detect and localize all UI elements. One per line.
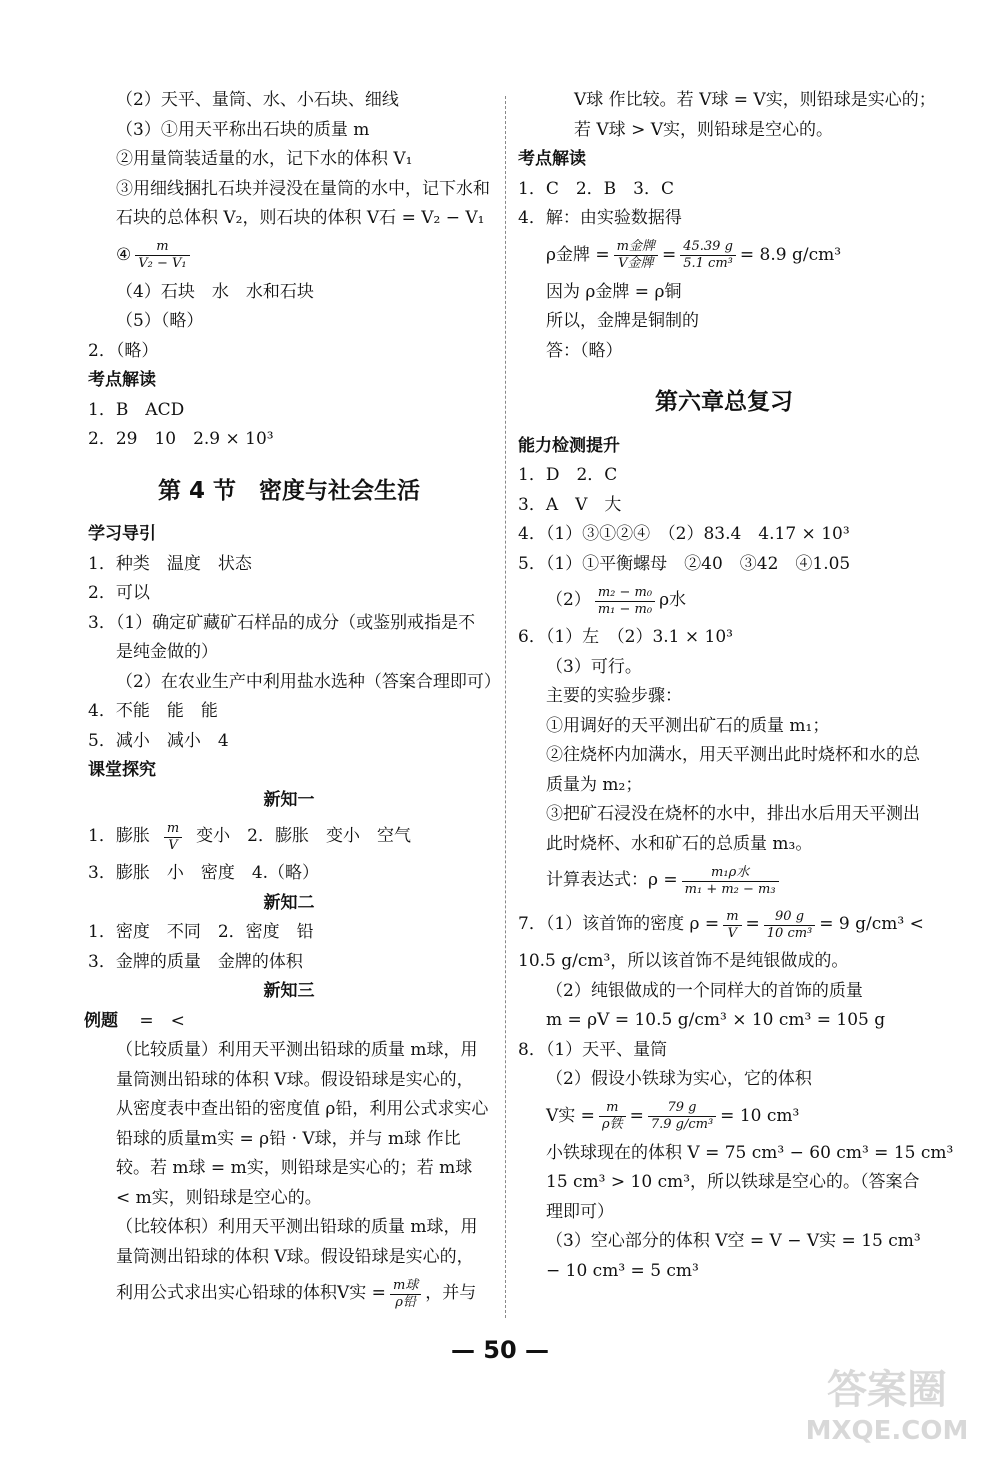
formula-line (518, 1095, 930, 1139)
text-line: 3．A V 大 (518, 494, 622, 515)
text-fragment: ，并与 (425, 1283, 477, 1304)
watermark-bottom: MXQE.COM (805, 1416, 969, 1446)
text-line: 主要的实验步骤： (546, 686, 682, 706)
subsection-heading: 新知三 (263, 981, 315, 1001)
text-line: （2）天平、量筒、水、小石块、细线 (116, 90, 399, 110)
text-line: 4．解：由实验数据得 (518, 208, 682, 228)
text-line: 1．D 2．C (518, 465, 618, 485)
fraction (164, 821, 182, 854)
fraction (680, 239, 736, 272)
paragraph: （3）空心部分的体积 V空 = V − V实 = 15 cm³ − 10 cm³ = 5 cm³ (546, 1231, 921, 1281)
formula-line (518, 859, 930, 903)
text-fragment: ρ水 (659, 590, 687, 611)
section-title: 第 4 节 密度与社会生活 (157, 477, 421, 504)
denominator: 10 cm³ (766, 925, 813, 941)
paragraph: 15 cm³ > 10 cm³，所以铁球是空心的。（答案合理即可） (546, 1172, 920, 1222)
text-line: 1．C 2．B 3．C (518, 178, 674, 199)
numerator: 90 g (764, 909, 816, 926)
text-line: 6．（1）左 （2）3.1 × 10³ (518, 627, 733, 647)
text-fragment: = < (139, 1010, 185, 1031)
text-line: 4．不能 能 能 (88, 701, 218, 721)
text-line: 2．（略） (88, 340, 159, 361)
formula-line (88, 1272, 490, 1316)
text-fragment: 7．（1）该首饰的密度 ρ = (518, 914, 720, 935)
page-number: — 50 — (450, 1336, 550, 1364)
text-line: 3．（1）确定矿藏矿石样品的成分（或鉴别戒指是不是纯金做的） (88, 612, 476, 662)
text-fragment: 计算表达式：ρ = (546, 870, 678, 891)
text-fragment: ④ (116, 244, 132, 265)
fraction (599, 1100, 626, 1133)
fraction (595, 585, 655, 618)
paragraph: ③把矿石浸没在烧杯的水中，排出水后用天平测出此时烧杯、水和矿石的总质量 m₃。 (546, 804, 920, 854)
text-fragment: V实 = (546, 1105, 595, 1126)
text-line: 3．膨胀 小 密度 4.（略） (88, 863, 320, 883)
formula-line (88, 234, 490, 278)
text-fragment: 利用公式求出实心铅球的体积V实 = (116, 1283, 386, 1304)
text-line: （3）①用天平称出石块的质量 m (116, 119, 370, 140)
text-fragment: ρ金牌 = (546, 244, 610, 265)
numerator: m (164, 821, 182, 838)
text-line: 3．金牌的质量 金牌的体积 (88, 951, 303, 972)
fraction (390, 1278, 421, 1311)
text-fragment: = 8.9 g/cm³ (739, 244, 842, 265)
column-divider (505, 96, 506, 1318)
numerator: m₁ρ水 (682, 865, 779, 882)
denominator: 7.9 g/cm³ (650, 1117, 714, 1132)
text-line: m = ρV = 10.5 g/cm³ × 10 cm³ = 105 g (546, 1010, 886, 1030)
fraction (764, 909, 816, 942)
text-line: 若 V球 > V实，则铅球是空心的。 (574, 119, 834, 140)
text-line: 5．减小 减小 4 (88, 730, 229, 751)
subsection-heading: 新知二 (263, 892, 315, 913)
text-fragment: = 10 cm³ (720, 1105, 800, 1126)
numerator: 45.39 g (680, 239, 736, 256)
denominator: 5.1 cm³ (683, 256, 733, 271)
paragraph: ②往烧杯内加满水，用天平测出此时烧杯和水的总质量为 m₂； (546, 745, 920, 795)
text-line: ②用量筒装适量的水，记下水的体积 V₁ (116, 149, 413, 169)
fraction (648, 1100, 716, 1133)
numerator: m (599, 1100, 626, 1117)
denominator: V₂ − V₁ (138, 256, 187, 271)
denominator: ρ铁 (601, 1117, 623, 1132)
example-label: 例题 (84, 1010, 118, 1031)
fraction (135, 239, 189, 272)
text-line: 1．密度 不同 2．密度 铅 (88, 922, 314, 942)
watermark-top: 答案圈 (827, 1367, 947, 1413)
text-fragment: = (661, 244, 677, 265)
formula-line (518, 903, 930, 947)
text-fragment: = (629, 1105, 644, 1126)
subsection-heading: 新知一 (263, 789, 315, 810)
numerator: m₂ − m₀ (595, 585, 655, 602)
formula-line (88, 815, 490, 859)
text-line: （2）在农业生产中利用盐水选种（答案合理即可） (116, 671, 501, 692)
text-line: （2）纯银做成的一个同样大的首饰的质量 (546, 980, 863, 1001)
numerator: m金牌 (614, 239, 658, 256)
denominator: V (168, 837, 178, 853)
text-line: ①用调好的天平测出矿石的质量 m₁； (546, 715, 830, 736)
text-line: （2）假设小铁球为实心，它的体积 (546, 1069, 812, 1089)
numerator: m (723, 909, 741, 926)
text-line: 10.5 g/cm³，所以该首饰不是纯银做成的。 (518, 951, 849, 971)
paragraph: （比较体积）利用天平测出铅球的质量 m球，用量筒测出铅球的体积 V球。假设铅球是实心的， (116, 1217, 478, 1267)
section-heading: 学习导引 (88, 524, 156, 544)
text-line: （4）石块 水 水和石块 (116, 281, 314, 302)
text-fragment: = 9 g/cm³ < (819, 914, 924, 935)
denominator: m₁ − m₀ (597, 601, 653, 617)
formula-line (518, 579, 930, 623)
text-line: 答：（略） (546, 340, 623, 361)
text-line: 因为 ρ金牌 = ρ铜 (546, 281, 682, 302)
text-line: 5．（1）①平衡螺母 ②40 ③42 ④1.05 (518, 553, 851, 574)
text-fragment: 1．膨胀 (88, 826, 150, 847)
numerator: m (135, 239, 189, 256)
right-column (518, 86, 954, 1286)
numerator: m球 (390, 1278, 421, 1295)
numerator: 79 g (648, 1100, 716, 1117)
example-line (84, 1007, 490, 1037)
fraction (682, 865, 779, 898)
fraction (614, 239, 658, 272)
section-heading: 课堂探究 (88, 760, 156, 780)
paragraph: （比较质量）利用天平测出铅球的质量 m球，用量筒测出铅球的体积 V球。假设铅球是实心的，从密度表中查出铅的密度值 ρ铅，利用公式求实心铅球的质量m实 = ρ铅 · V球，并与 m球 作比较。若 m球 = m实，则铅球是实心的；若 m球 < m实，则铅球是空心的。 (116, 1040, 489, 1208)
text-fragment: （2） (546, 590, 591, 611)
text-line: 1．种类 温度 状态 (88, 553, 252, 574)
text-line: ③用细线捆扎石块并浸没在量筒的水中，记下水和石块的总体积 V₂，则石块的体积 V石 = V₂ − V₁ (116, 178, 490, 228)
section-heading: 能力检测提升 (518, 435, 620, 456)
text-line: （3）可行。 (546, 656, 642, 677)
text-line: 4．（1）③①②④ （2）83.4 4.17 × 10³ (518, 524, 850, 544)
section-heading: 考点解读 (88, 370, 156, 390)
left-column (84, 86, 501, 1316)
text-line: （5）（略） (116, 311, 204, 331)
fraction (723, 909, 741, 942)
denominator: m₁ + m₂ − m₃ (684, 881, 776, 897)
text-fragment: 变小 2．膨胀 变小 空气 (196, 826, 411, 847)
text-line: V球 作比较。若 V球 = V实，则铅球是实心的； (574, 90, 936, 110)
watermark-logo (792, 1351, 982, 1451)
formula-line (518, 234, 930, 278)
text-line: 小铁球现在的体积 V = 75 cm³ − 60 cm³ = 15 cm³ (546, 1142, 954, 1163)
chapter-title: 第六章总复习 (655, 389, 793, 415)
denominator: ρ铅 (395, 1294, 416, 1310)
denominator: V金牌 (618, 256, 654, 271)
text-line: 8．（1）天平、量筒 (518, 1039, 668, 1060)
text-fragment: = (745, 914, 760, 935)
text-line: 2．可以 (88, 583, 150, 603)
text-line: 2．29 10 2.9 × 10³ (88, 429, 274, 449)
text-line: 1．B ACD (88, 399, 185, 420)
denominator: V (727, 925, 738, 941)
section-heading: 考点解读 (518, 149, 586, 169)
text-line: 所以，金牌是铜制的 (546, 311, 699, 331)
